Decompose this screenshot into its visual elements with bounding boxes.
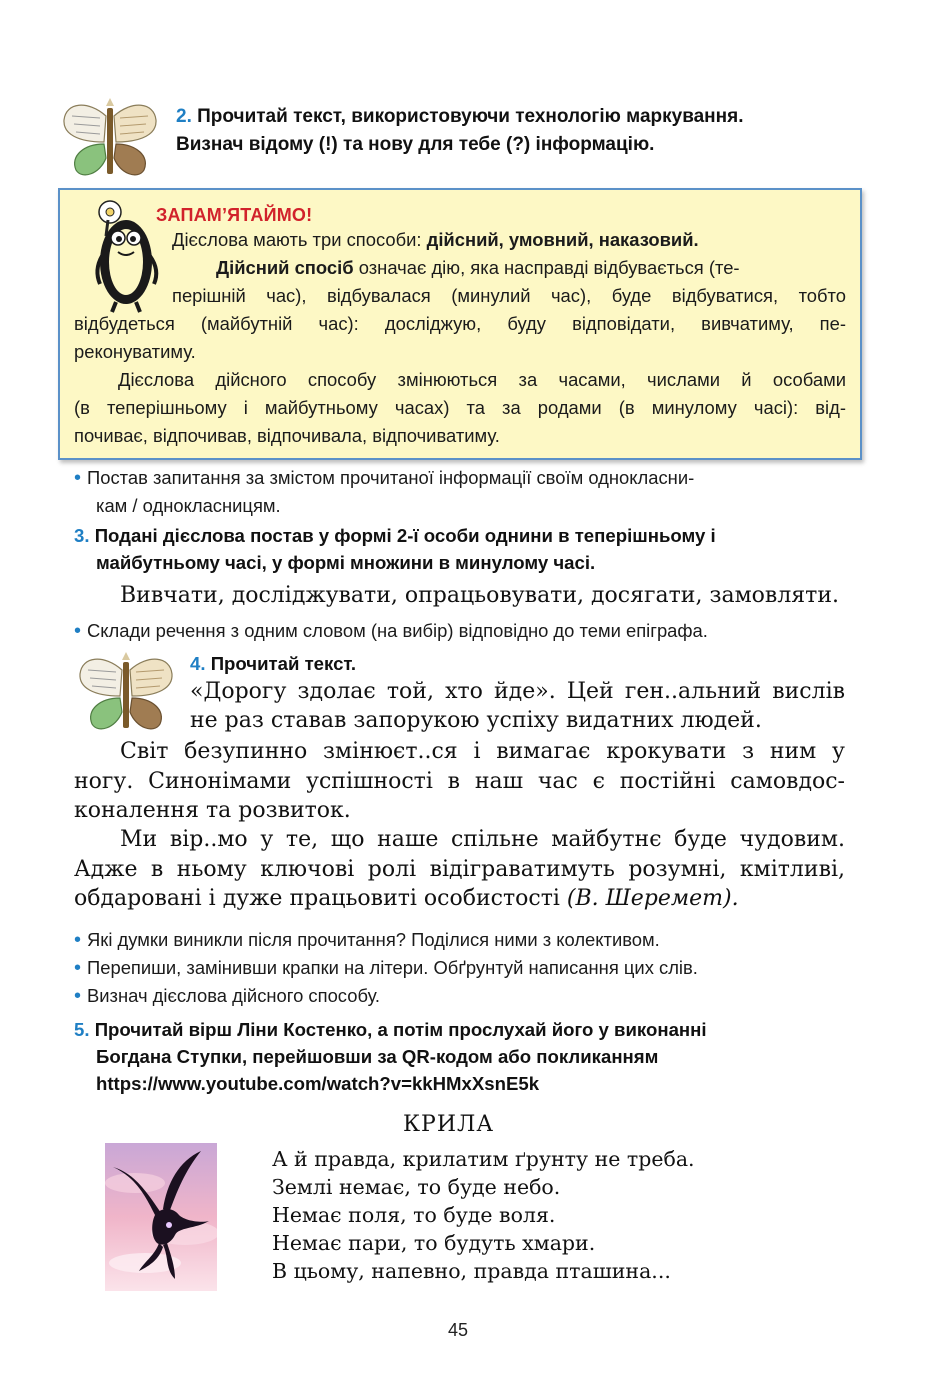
task-4-title: Прочитай текст. [210, 653, 357, 674]
note-bold-text: дійсний, умовний, наказовий. [426, 229, 699, 250]
note-line-1 [172, 226, 699, 254]
bullet-dot: • [74, 467, 82, 489]
note-title: ЗАПАМ’ЯТАЙМО! [156, 205, 313, 225]
bullet-text: кам / однокласницям. [96, 495, 281, 516]
poem-title: КРИЛА [403, 1112, 495, 1137]
remember-note-box [58, 188, 862, 460]
note-line-3: перішній час), відбувалася (минулий час), буде відбуватися, тобто [172, 285, 846, 306]
text-line: «Дорогу здолає той, хто йде». Цей ген..альний вислів [190, 679, 845, 704]
text-line: Ми вір..мо у те, що наше спільне майбутнє буде чудовим. [120, 827, 845, 852]
bullet-dot: • [74, 620, 82, 642]
bullet-text: Постав запитання за змістом прочитаної інформації своїм однокласни- [87, 467, 695, 488]
text-fragment: обдаровані і дуже працьовиті особистості [74, 886, 567, 911]
bullet-question [74, 464, 854, 519]
butterfly-icon [60, 98, 160, 180]
bullet-dot: • [74, 985, 82, 1007]
task-2-line-1: Прочитай текст, використовуючи технологію маркування. [197, 106, 744, 127]
task-5-line-2: Богдана Ступки, перейшовши за QR-кодом або покликанням [96, 1046, 659, 1067]
task-2-heading [176, 103, 896, 159]
task-number: 4. [190, 653, 206, 674]
note-bold-text: Дійсний спосіб [216, 257, 354, 278]
task-number: 5. [74, 1019, 90, 1040]
list-item [74, 982, 864, 1010]
author-citation: (В. Шеремет). [566, 886, 739, 911]
note-line-5: реконуватиму. [74, 341, 196, 362]
bullet-list [74, 926, 864, 1010]
text-line: Адже в ньому ключові ролі відіграватимуть розумні, кмітливі, [74, 857, 845, 882]
text-line [74, 884, 739, 913]
butterfly-icon [76, 652, 176, 734]
task-2-line-2: Визнач відому (!) та нову для тебе (?) інформацію. [176, 134, 655, 155]
note-text: Дієслова мають три способи: [172, 229, 427, 250]
task-3-line-1: Подані дієслова постав у формі 2-ї особи однини в теперішньому і [94, 525, 716, 546]
task-number: 3. [74, 525, 90, 546]
text-line: не раз ставав запорукою успіху видатних людей. [190, 708, 762, 733]
bird-illustration [105, 1143, 217, 1291]
text-line: коналення та розвиток. [74, 798, 351, 823]
cartoon-mascot-icon [78, 196, 168, 314]
list-item [74, 954, 864, 982]
list-item [74, 926, 864, 954]
note-line-7: (в теперішньому і майбутньому часах) та за родами (в минулому часі): від- [74, 397, 846, 418]
note-text: означає дію, яка насправді відбувається (те- [353, 257, 740, 278]
text-line: Світ безупинно змінюєт..ся і вимагає крокувати з ним у [120, 739, 845, 764]
youtube-link[interactable]: https://www.youtube.com/watch?v=kkHMxXsnE5k [96, 1073, 540, 1094]
bullet-text: Перепиши, замінивши крапки на літери. Обґрунтуй написання цих слів. [87, 957, 698, 978]
task-3-words: Вивчати, досліджувати, опрацьовувати, досягати, замовляти. [120, 583, 839, 608]
task-5-line-1: Прочитай вірш Ліни Костенко, а потім прослухай його у виконанні [94, 1019, 707, 1040]
poem-line: Немає поля, то буде воля. [272, 1203, 556, 1227]
task-4-heading [190, 650, 356, 677]
note-line-4: відбудеться (майбутній час): досліджую, буду відповідати, вивчатиму, пе- [74, 313, 846, 334]
poem-line: В цьому, напевно, правда пташина... [272, 1259, 671, 1283]
poem-line: Землі немає, то буде небо. [272, 1175, 561, 1199]
bullet-text: Склади речення з одним словом (на вибір) відповідно до теми епіграфа. [87, 620, 708, 641]
note-line-2 [216, 254, 740, 282]
task-5-heading [74, 1016, 874, 1097]
bullet-text: Визнач дієслова дійсного способу. [87, 985, 381, 1006]
page-number: 45 [448, 1320, 469, 1340]
bullet-dot: • [74, 929, 82, 951]
task-3-heading [74, 522, 854, 576]
note-line-8: почиває, відпочивав, відпочивала, відпочиватиму. [74, 425, 500, 446]
poem-line: Немає пари, то будуть хмари. [272, 1231, 596, 1255]
task-3-line-2: майбутньому часі, у формі множини в минулому часі. [96, 552, 596, 573]
task-number: 2. [176, 106, 192, 127]
poem-line: А й правда, крилатим ґрунту не треба. [272, 1147, 695, 1171]
bullet-sentence [74, 617, 864, 645]
poem-body [272, 1145, 695, 1285]
note-line-6: Дієслова дійсного способу змінюються за часами, числами й особами [118, 369, 846, 390]
bullet-dot: • [74, 957, 82, 979]
bullet-text: Які думки виникли після прочитання? Поділися ними з колективом. [87, 929, 660, 950]
text-line: ногу. Синонімами успішності в наш час є постійні самовдос- [74, 769, 845, 794]
